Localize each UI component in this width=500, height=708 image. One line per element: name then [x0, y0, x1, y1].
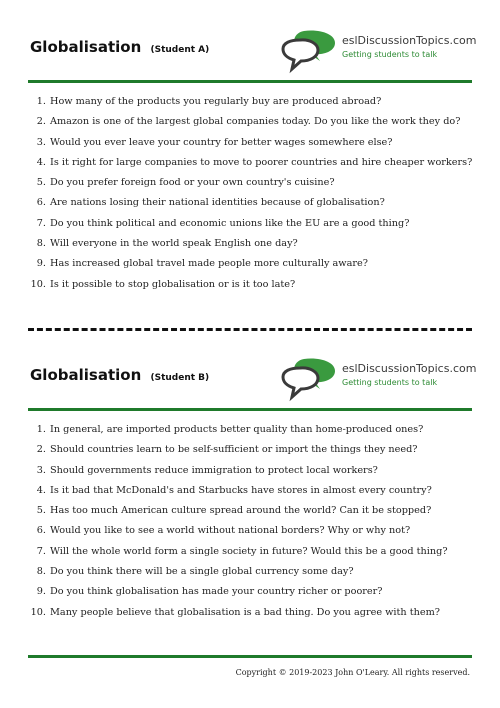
list-item: 10. Is it possible to stop globalisation or is it too late? [30, 278, 296, 290]
site-name[interactable]: eslDiscussionTopics.com [342, 34, 477, 47]
list-item: 3. Should governments reduce immigration to protect local workers? [36, 464, 378, 476]
section-header [28, 28, 477, 80]
site-tagline: Getting students to talk [342, 50, 438, 59]
list-item: 1. In general, are imported products better quality than home-produced ones? [36, 424, 424, 435]
list-item: 3. Would you ever leave your country for better wages somewhere else? [36, 136, 393, 148]
student-label: (Student A) [150, 45, 210, 55]
list-item: 2. Amazon is one of the largest global companies today. Do you like the work they do? [36, 116, 461, 128]
worksheet-title [30, 38, 209, 56]
list-item: 4. Is it right for large companies to move to poorer countries and hire cheaper workers? [36, 156, 473, 168]
question-list [28, 92, 472, 295]
section-header [28, 356, 477, 408]
worksheet-title [30, 366, 209, 384]
site-logo[interactable] [280, 356, 477, 402]
list-item: 1. How many of the products you regularly buy are produced abroad? [36, 96, 382, 107]
site-tagline: Getting students to talk [342, 378, 438, 387]
site-name[interactable]: eslDiscussionTopics.com [342, 362, 477, 375]
header-rule [28, 80, 472, 83]
site-logo[interactable] [280, 28, 477, 74]
title-text: Globalisation [30, 366, 142, 384]
footer-rule [28, 655, 472, 658]
list-item: 2. Should countries learn to be self-sufficient or import the things they need? [36, 444, 418, 456]
list-item: 5. Has too much American culture spread around the world? Can it be stopped? [36, 505, 432, 517]
student-label: (Student B) [150, 373, 210, 383]
list-item: 4. Is it bad that McDonald's and Starbucks have stores in almost every country? [36, 484, 432, 496]
header-rule [28, 408, 472, 411]
list-item: 10. Many people believe that globalisation is a bad thing. Do you agree with them? [30, 606, 440, 618]
list-item: 7. Do you think political and economic unions like the EU are a good thing? [36, 217, 410, 229]
list-item: 5. Do you prefer foreign food or your own country's cuisine? [36, 177, 335, 189]
question-list [28, 420, 472, 623]
speech-bubbles-icon [280, 28, 340, 74]
list-item: 8. Will everyone in the world speak English one day? [36, 238, 298, 250]
list-item: 8. Do you think there will be a single global currency some day? [36, 566, 354, 578]
speech-bubbles-icon [280, 356, 340, 402]
list-item: 6. Are nations losing their national identities because of globalisation? [36, 197, 385, 209]
list-item: 6. Would you like to see a world without national borders? Why or why not? [36, 525, 411, 537]
copyright-notice: Copyright © 2019-2023 John O'Leary. All rights reserved. [235, 668, 470, 677]
section-student-b [28, 356, 477, 623]
title-text: Globalisation [30, 38, 142, 56]
list-item: 7. Will the whole world form a single society in future? Would this be a good thing? [36, 545, 448, 557]
list-item: 9. Has increased global travel made people more culturally aware? [36, 258, 368, 270]
cut-line-divider [28, 328, 472, 331]
list-item: 9. Do you think globalisation has made your country richer or poorer? [36, 586, 383, 598]
section-student-a [28, 28, 477, 295]
